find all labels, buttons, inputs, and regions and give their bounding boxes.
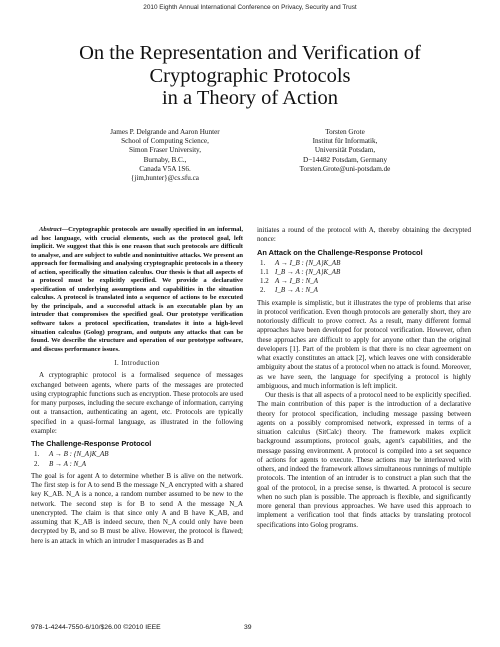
column-left [31, 226, 243, 546]
affiliation-line: D−14482 Potsdam, Germany [302, 155, 388, 164]
affiliation-line: Institut für Informatik, [312, 137, 378, 146]
page-number: 39 [244, 624, 252, 631]
protocol-step: 2. I_B → A : N_A [260, 286, 318, 295]
paragraph: Our thesis is that all aspects of a protocol need to be explicitly specified. The main contribution of this paper is the introduction of a declarative theory for protocol specification, including message passing between agents on a possibly compromised network, expressed in terms of a situation calculus (SitCalc) theory. The framework makes explicit background assumptions, protocol goals, agent's capabilities, and the message passing environment. A protocol is compiled into a set sequence of actions for agents to execute. These actions may be interleaved with others, and indeed the framework allows simultaneous runnings of multiple protocols. The intention of an intruder is to construct a plan such that the goal of the protocol, in a precise sense, is thwarted. A protocol is secure when no such plan is possible. The approach is flexible, and significantly more general than previous approaches. We have used this approach to implement a verification tool that finds attacks by translating protocol specifications into Golog programs. [257, 391, 471, 529]
author-names: Torsten Grote [325, 128, 365, 136]
protocol-step: 1.2 A → I_B : N_A [260, 277, 319, 286]
conference-header: 2010 Eighth Annual International Conference on Privacy, Security and Trust [143, 4, 357, 11]
paper-title [40, 42, 460, 110]
protocol-heading: An Attack on the Challenge-Response Protocol [257, 247, 423, 257]
author-names: James P. Delgrande and Aaron Hunter [110, 128, 220, 136]
protocol-step: 2. B → A : N_A [34, 459, 87, 468]
protocol-steps [31, 450, 243, 468]
paragraph: A cryptographic protocol is a formalised sequence of messages exchanged between agents, where parts of the messages are protected using cryptographic functions such as encryption. These protocols are used for many purposes, including the secure exchange of information, carrying out a transaction, authenticating an agent, etc. Protocols are typically specified in a quasi-formal language, as illustrated in the following example: [31, 371, 243, 435]
protocol-step: 1. A → I_B : {N_A}K_AB [260, 258, 341, 267]
abstract-label: Abstract [39, 226, 62, 233]
abstract-text: —Cryptographic protocols are usually specified in an informal, ad hoc language, with crucial elements, such as the protocol goal, left implicit. We suggest that this is one reason that such protocols are difficult to analyse, and are subject to subtle and nonintuitive attacks. We present an approach for formalising and analysing cryptographic protocols in a theory of action, specifically the situation calculus. Our thesis is that all aspects of a protocol must be explicitly specified. We provide a declarative specification of underlying assumptions and capabilities in the situation calculus. A protocol is translated into a sequence of actions to be executed by the principals, and a successful attack is an executable plan by an intruder that compromises the specified goal. Our prototype verification software takes a protocol specification, translates it into a high-level situation calculus (Golog) program, and outputs any attacks that can be found. We describe the structure and operation of our prototype software, and discuss performance issues. [31, 226, 243, 353]
title-line: in a Theory of Action [161, 87, 339, 109]
abstract [31, 226, 243, 354]
protocol-step: 1. A → B : {N_A}K_AB [34, 450, 109, 459]
protocol-heading: The Challenge-Response Protocol [31, 439, 152, 449]
author-block-left [85, 128, 245, 183]
title-line: Cryptographic Protocols [149, 64, 351, 87]
affiliation-line: School of Computing Science, [121, 137, 209, 146]
section-heading: I. Introduction [114, 360, 160, 368]
copyright-footer: 978-1-4244-7550-6/10/$26.00 ©2010 IEEE [31, 624, 161, 631]
protocol-steps [257, 259, 471, 296]
paragraph: This example is simplistic, but it illustrates the type of problems that arise in protocol verification. Even though protocols are generally short, they are notoriously difficult to prove correct. As a result, many different formal approaches have been developed for protocol verification. However, often these approaches are difficult to apply for anyone other than the original developers [1]. Part of the problem is that there is no clear agreement on what exactly constitutes an attack [2], which leaves one with considerable ambiguity about the status of a protocol when no attack is found. Moreover, as we have seen, the language for specifying a protocol is highly ambiguous, and much information is left implicit. [257, 298, 471, 390]
author-email: Torsten.Grote@uni-potsdam.de [299, 164, 391, 173]
paragraph: The goal is for agent A to determine whether B is alive on the network. The first step is for A to send B the message N_A encrypted with a shared key K_AB. N_A is a nonce, a random number assumed to be new to the network. The second step is for B to send A the message N_A unencrypted. The claim is that since only A and B have K_AB, and assuming that K_AB is indeed secure, then N_A could only have been decrypted by B, and so B must be alive. However, the protocol is flawed; here is an attack in which an intruder I masquerades as B and [31, 471, 243, 545]
title-line: On the Representation and Verification of [79, 42, 421, 64]
affiliation-line: Universität Potsdam, [314, 146, 376, 155]
affiliation-line: Simon Fraser University, [128, 146, 201, 155]
paragraph: initiates a round of the protocol with A, thereby obtaining the decrypted nonce: [257, 226, 471, 244]
protocol-step: 1.1 I_B → A : {N_A}K_AB [260, 267, 341, 276]
column-right [257, 226, 471, 530]
author-block-right [275, 128, 415, 174]
affiliation-line: Burnaby, B.C., [143, 155, 187, 164]
affiliation-line: Canada V5A 1S6. [139, 164, 191, 173]
author-email: {jim,hunter}@cs.sfu.ca [130, 174, 199, 183]
